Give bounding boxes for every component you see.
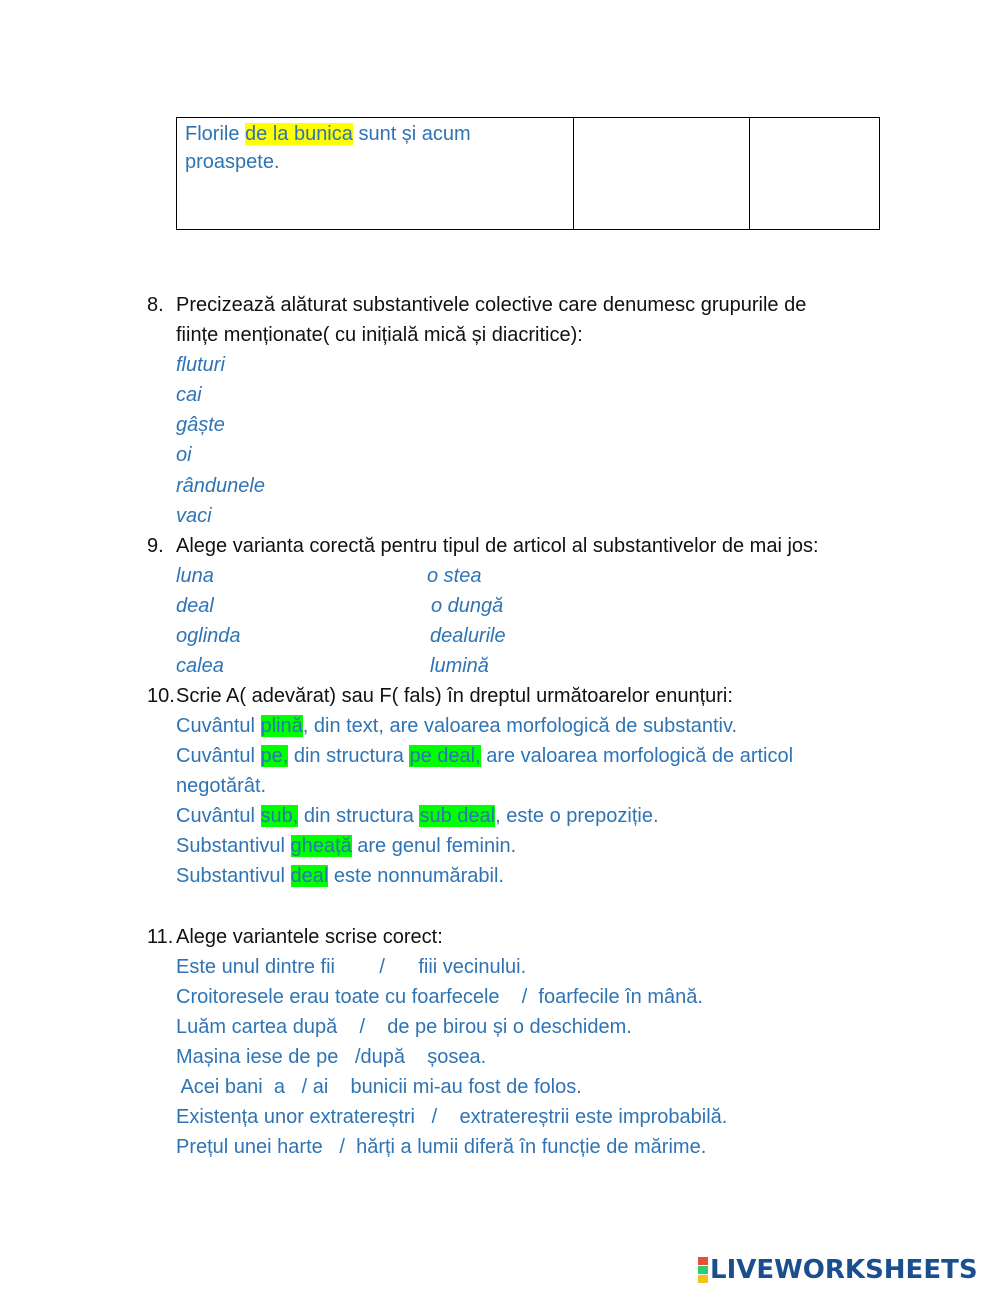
sentence-suffix: sunt și acum [352, 123, 471, 145]
q10-statement-1 [176, 711, 737, 741]
q11-number: 11. [147, 926, 174, 948]
statement-text: are valoarea morfologică de articol [480, 745, 794, 767]
q9-right-item: o dungă [431, 595, 504, 617]
answer-cell-2[interactable] [750, 118, 880, 230]
statement-text: Substantivul [176, 835, 291, 857]
answer-table [176, 117, 880, 230]
statement-highlight: pe deal, [409, 745, 481, 767]
q11-option-line: Existența unor extratereștri / extratereștrii este improbabilă. [176, 1106, 728, 1128]
q11-option-line: Este unul dintre fii / fiii vecinului. [176, 956, 527, 978]
statement-text: Cuvântul [176, 745, 261, 767]
q8-item: gâște [176, 414, 225, 436]
logo-icon [698, 1257, 708, 1283]
answer-cell-1[interactable] [574, 118, 750, 230]
q9-right-item: dealurile [430, 625, 506, 647]
statement-text: Substantivul [176, 865, 291, 887]
q11-option-line: Mașina iese de pe /după șosea. [176, 1046, 487, 1068]
liveworksheets-logo [698, 1255, 978, 1285]
q8-number: 8. [147, 294, 164, 316]
q9-left-item: oglinda [176, 625, 241, 647]
q9-right-item: o stea [427, 565, 482, 587]
q10-statement-4 [176, 831, 516, 861]
statement-highlight: plină [260, 715, 303, 737]
statement-highlight: gheață [290, 835, 352, 857]
sentence-highlight: de la bunica [245, 123, 353, 145]
q8-text-line2: ființe menționate( cu inițială mică și diacritice): [176, 324, 583, 346]
statement-text: Cuvântul [176, 805, 261, 827]
q10-statement-3 [176, 801, 659, 831]
table-row [177, 118, 880, 230]
q9-text: Alege varianta corectă pentru tipul de articol al substantivelor de mai jos: [176, 535, 819, 557]
statement-text: Cuvântul [176, 715, 261, 737]
q10-statement-5 [176, 861, 504, 891]
q10-statement-2-line2: negotărât. [176, 775, 267, 797]
q9-number: 9. [147, 535, 164, 557]
q11-option-line: Luăm cartea după / de pe birou și o deschidem. [176, 1016, 632, 1038]
q9-left-item: calea [176, 655, 224, 677]
q11-option-line: Acei bani a / ai bunicii mi-au fost de folos. [176, 1076, 582, 1098]
sentence-line2: proaspete. [185, 151, 280, 173]
statement-highlight: sub, [260, 805, 299, 827]
statement-text: din structura [288, 745, 410, 767]
statement-text: are genul feminin. [351, 835, 517, 857]
table-sentence-cell [177, 118, 574, 230]
statement-text: , din text, are valoarea morfologică de substantiv. [302, 715, 738, 737]
q9-left-item: luna [176, 565, 214, 587]
q9-right-item: lumină [430, 655, 489, 677]
q11-option-line: Prețul unei harte / hărți a lumii diferă în funcție de mărime. [176, 1136, 707, 1158]
statement-text: , este o prepoziție. [495, 805, 659, 827]
logo-text: LIVEWORKSHEETS [710, 1255, 978, 1285]
q11-text: Alege variantele scrise corect: [176, 926, 443, 948]
q8-text-line1: Precizează alăturat substantivele colective care denumesc grupurile de [176, 294, 807, 316]
q10-statement-2 [176, 741, 793, 771]
q10-number: 10. [147, 685, 175, 707]
statement-highlight: sub deal [419, 805, 496, 827]
q8-item: rândunele [176, 475, 265, 497]
q10-text: Scrie A( adevărat) sau F( fals) în dreptul următoarelor enunțuri: [176, 685, 733, 707]
statement-highlight: pe, [260, 745, 289, 767]
q8-item: oi [176, 444, 192, 466]
statement-highlight: deal [290, 865, 329, 887]
statement-text: din structura [298, 805, 420, 827]
q8-item: vaci [176, 505, 212, 527]
q8-item: cai [176, 384, 202, 406]
sentence-prefix: Florile [185, 123, 246, 145]
q9-left-item: deal [176, 595, 214, 617]
q11-option-line: Croitoresele erau toate cu foarfecele / foarfecile în mână. [176, 986, 703, 1008]
q8-item: fluturi [176, 354, 225, 376]
statement-text: este nonnumărabil. [328, 865, 504, 887]
